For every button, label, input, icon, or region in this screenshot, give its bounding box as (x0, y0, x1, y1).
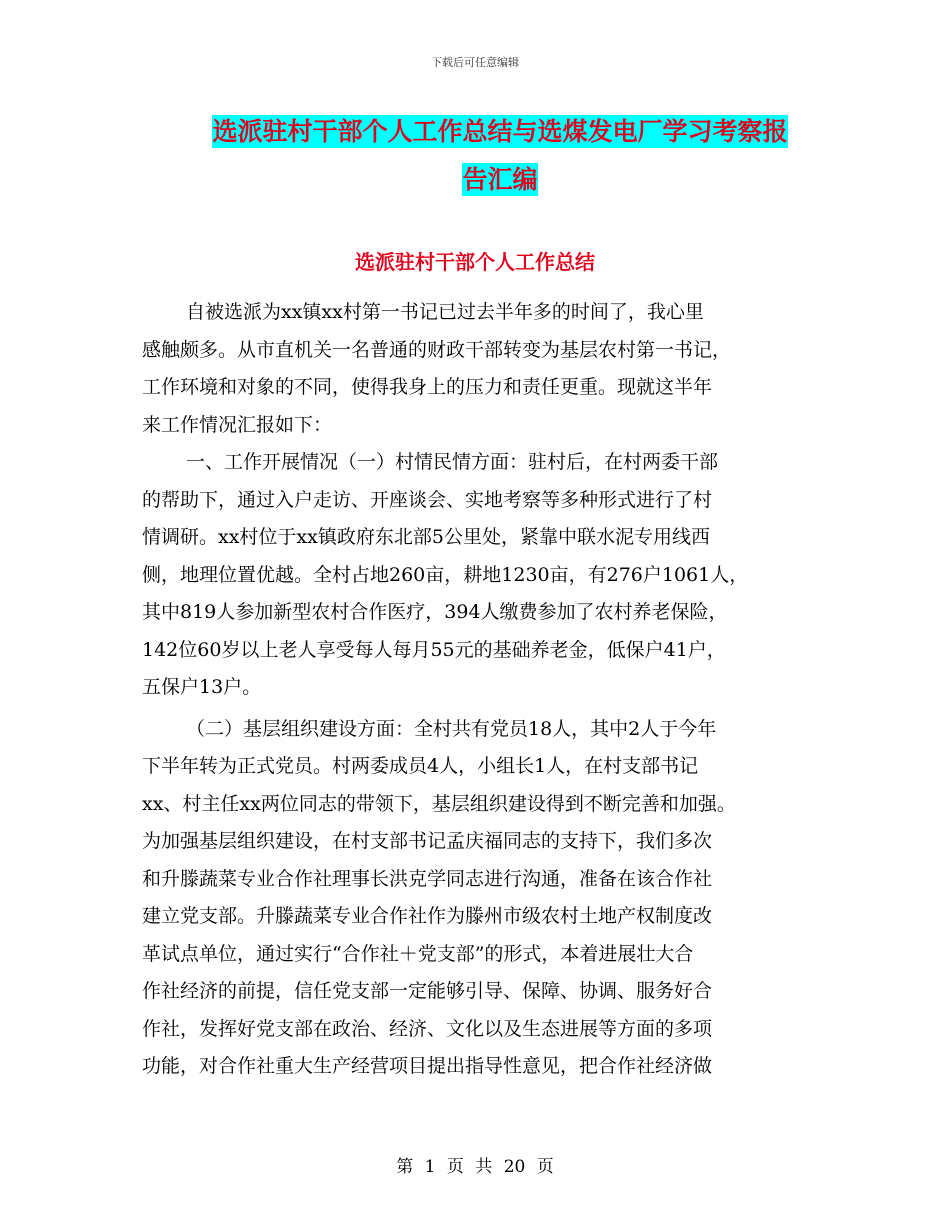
paragraph-line: 侧，地理位置优越。全村占地260亩，耕地1230亩，有276户1061人， (142, 563, 749, 586)
paragraph-line: 其中819人参加新型农村合作医疗，394人缴费参加了农村养老保险， (142, 601, 728, 623)
body-text (142, 294, 832, 1086)
section-title: 选派驻村干部个人工作总结 (355, 250, 595, 274)
page-number: 第 1 页 共 20 页 (396, 1157, 554, 1177)
paragraph-line: 工作环境和对象的不同，使得我身上的压力和责任更重。现就这半年 (142, 376, 713, 398)
paragraph-line: 作社经济的前提，信任党支部一定能够引导、保障、协调、服务好合 (142, 980, 713, 1002)
document-title (120, 108, 880, 204)
header-note: 下载后可任意编辑 (431, 56, 519, 69)
paragraph-line: 功能，对合作社重大生产经营项目提出指导性意见，把合作社经济做 (142, 1055, 713, 1077)
paragraph-line: 下半年转为正式党员。村两委成员4人，小组长1人，在村支部书记 (142, 755, 699, 777)
paragraph-line: 一、工作开展情况（一）村情民情方面：驻村后，在村两委干部 (186, 451, 719, 473)
paragraph-line: 感触颇多。从市直机关一名普通的财政干部转变为基层农村第一书记， (142, 338, 732, 361)
paragraph-line: 来工作情况汇报如下： (142, 413, 333, 436)
document-title-line-2: 告汇编 (462, 165, 538, 194)
document-title-line-1: 选派驻村干部个人工作总结与选煤发电厂学习考察报 (212, 117, 788, 146)
paragraph-line: 自被选派为xx镇xx村第一书记已过去半年多的时间了，我心里 (186, 301, 704, 323)
paragraph-line: 革试点单位，通过实行“合作社＋党支部”的形式，本着进展壮大合 (142, 942, 694, 965)
paragraph-line: 五保户13户。 (142, 676, 262, 698)
paragraph-line: 的帮助下，通过入户走访、开座谈会、实地考察等多种形式进行了村 (142, 488, 713, 511)
paragraph-line: 作社，发挥好党支部在政治、经济、文化以及生态进展等方面的多项 (142, 1017, 713, 1040)
paragraph-line: 142位60岁以上老人享受每人每月55元的基础养老金，低保户41户， (142, 638, 726, 661)
paragraph-line: （二）基层组织建设方面：全村共有党员18人，其中2人于今年 (186, 717, 717, 740)
paragraph-line: xx、村主任xx两位同志的带领下，基层组织建设得到不断完善和加强。 (142, 792, 736, 815)
paragraph-line: 情调研。xx村位于xx镇政府东北部5公里处，紧靠中联水泥专用线西 (142, 526, 710, 548)
paragraph-line: 建立党支部。升滕蔬菜专业合作社作为滕州市级农村土地产权制度改 (142, 905, 713, 927)
paragraph-line: 为加强基层组织建设，在村支部书记孟庆福同志的支持下，我们多次 (142, 830, 713, 852)
paragraph-line: 和升滕蔬菜专业合作社理事长洪克学同志进行沟通，准备在该合作社 (142, 867, 713, 890)
